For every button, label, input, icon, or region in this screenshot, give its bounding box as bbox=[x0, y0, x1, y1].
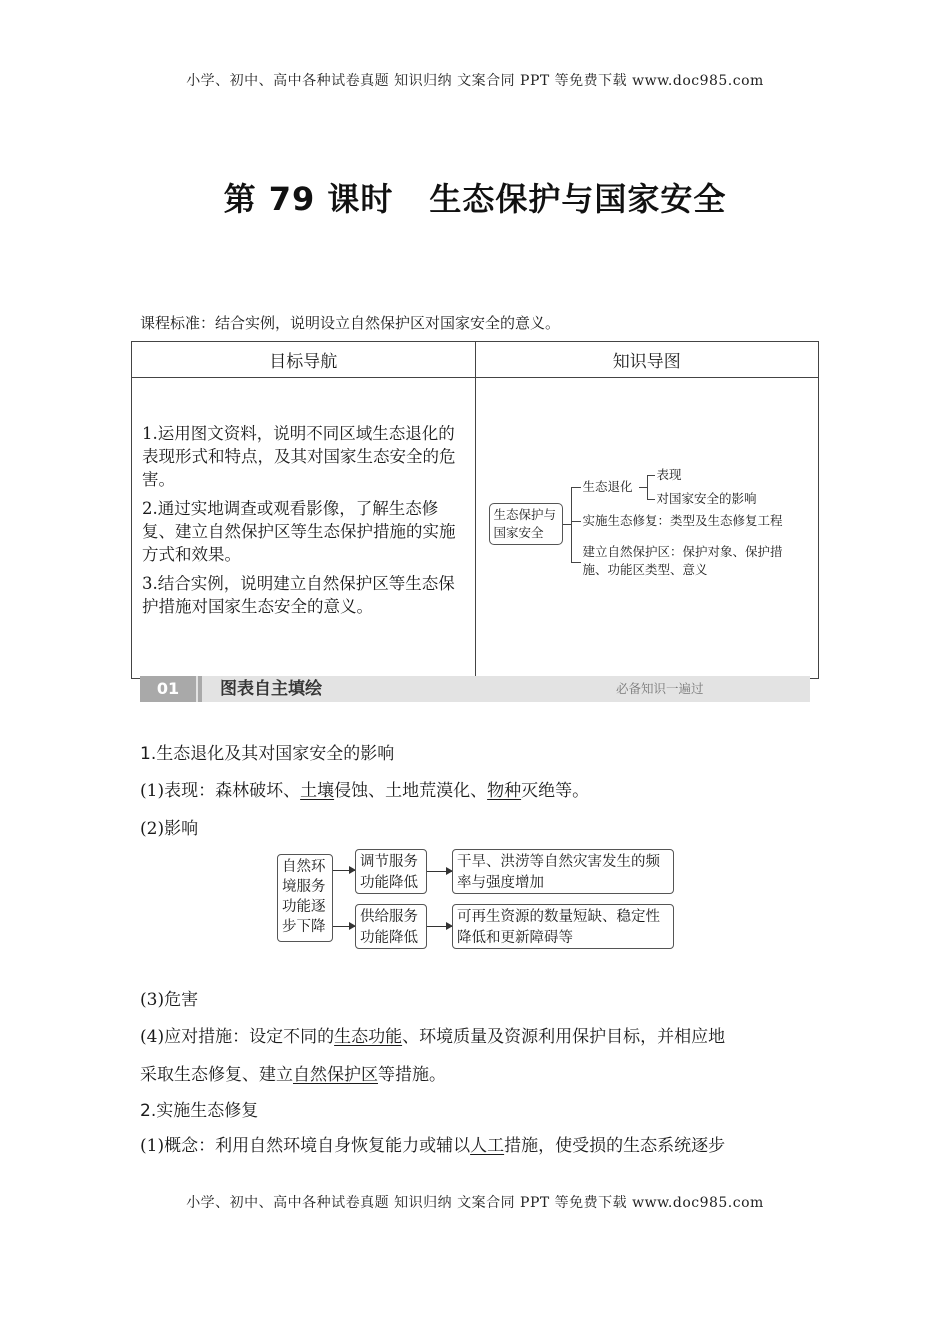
goal-table bbox=[131, 341, 819, 679]
section-number: 01 bbox=[140, 676, 196, 702]
mindmap-node-impact: 对国家安全的影响 bbox=[656, 491, 757, 506]
mindmap-node-manifestation: 表现 bbox=[656, 467, 682, 482]
paragraph-measures-cont: 采取生态修复、建立自然保护区等措施。 bbox=[140, 1065, 446, 1085]
mindmap-node-reserve-line2: 施、功能区类型、意义 bbox=[582, 562, 708, 577]
section-subtitle: 必备知识一遍过 bbox=[616, 681, 704, 696]
paragraph-harm: (3)危害 bbox=[140, 990, 199, 1010]
paragraph-manifestation: (1)表现：森林破坏、土壤侵蚀、土地荒漠化、物种灭绝等。 bbox=[140, 781, 590, 801]
page-title bbox=[0, 174, 950, 220]
flow-start: 自然环境服务功能逐步下降 bbox=[277, 854, 333, 942]
flow-provisioning: 供给服务功能降低 bbox=[355, 904, 427, 949]
page-header: 小学、初中、高中各种试卷真题 知识归纳 文案合同 PPT 等免费下载 www.doc985.com bbox=[186, 73, 764, 89]
heading-restoration: 2.实施生态修复 bbox=[140, 1101, 259, 1121]
answer-blank: 土壤 bbox=[300, 781, 335, 801]
paragraph-measures: (4)应对措施：设定不同的生态功能、环境质量及资源利用保护目标，并相应地 bbox=[140, 1027, 726, 1047]
objective-item: 2.通过实地调查或观看影像，了解生态修复、建立自然保护区等生态保护措施的实施方式和效果。 bbox=[142, 499, 456, 564]
section-title: 图表自主填绘 bbox=[220, 679, 322, 699]
mindmap-cell bbox=[475, 378, 819, 679]
heading-degradation: 1.生态退化及其对国家安全的影响 bbox=[140, 744, 395, 764]
answer-blank: 自然保护区 bbox=[293, 1065, 378, 1085]
mindmap-root: 生态保护与国家安全 bbox=[489, 503, 563, 545]
flow-regulating: 调节服务功能降低 bbox=[355, 849, 427, 894]
answer-blank: 生态功能 bbox=[334, 1027, 403, 1047]
answer-blank: 人工 bbox=[470, 1136, 505, 1156]
mindmap-node-degradation: 生态退化 bbox=[582, 479, 633, 494]
flow-result-resource: 可再生资源的数量短缺、稳定性降低和更新障碍等 bbox=[452, 904, 674, 949]
curriculum-standard: 课程标准：结合实例，说明设立自然保护区对国家安全的意义。 bbox=[140, 314, 561, 332]
lesson-number: 第 79 课时 bbox=[223, 180, 394, 218]
objective-item: 3.结合实例，说明建立自然保护区等生态保护措施对国家生态安全的意义。 bbox=[142, 574, 455, 616]
flow-result-disaster: 干旱、洪涝等自然灾害发生的频率与强度增加 bbox=[452, 849, 674, 894]
lesson-topic: 生态保护与国家安全 bbox=[429, 180, 727, 218]
goal-header: 目标导航 bbox=[132, 342, 476, 378]
mindmap-node-reserve-line1: 建立自然保护区：保护对象、保护措 bbox=[582, 544, 783, 559]
objectives-cell bbox=[132, 378, 476, 679]
knowledge-map-header: 知识导图 bbox=[475, 342, 819, 378]
section-banner bbox=[140, 676, 810, 702]
mindmap-node-restoration: 实施生态修复：类型及生态修复工程 bbox=[582, 513, 783, 528]
knowledge-mindmap bbox=[477, 379, 818, 677]
paragraph-concept: (1)概念：利用自然环境自身恢复能力或辅以人工措施，使受损的生态系统逐步 bbox=[140, 1136, 726, 1156]
answer-blank: 物种 bbox=[487, 781, 522, 801]
page-footer: 小学、初中、高中各种试卷真题 知识归纳 文案合同 PPT 等免费下载 www.doc985.com bbox=[186, 1195, 764, 1211]
paragraph-impact: (2)影响 bbox=[140, 819, 199, 839]
objective-item: 1.运用图文资料，说明不同区域生态退化的表现形式和特点，及其对国家生态安全的危害。 bbox=[142, 424, 456, 489]
